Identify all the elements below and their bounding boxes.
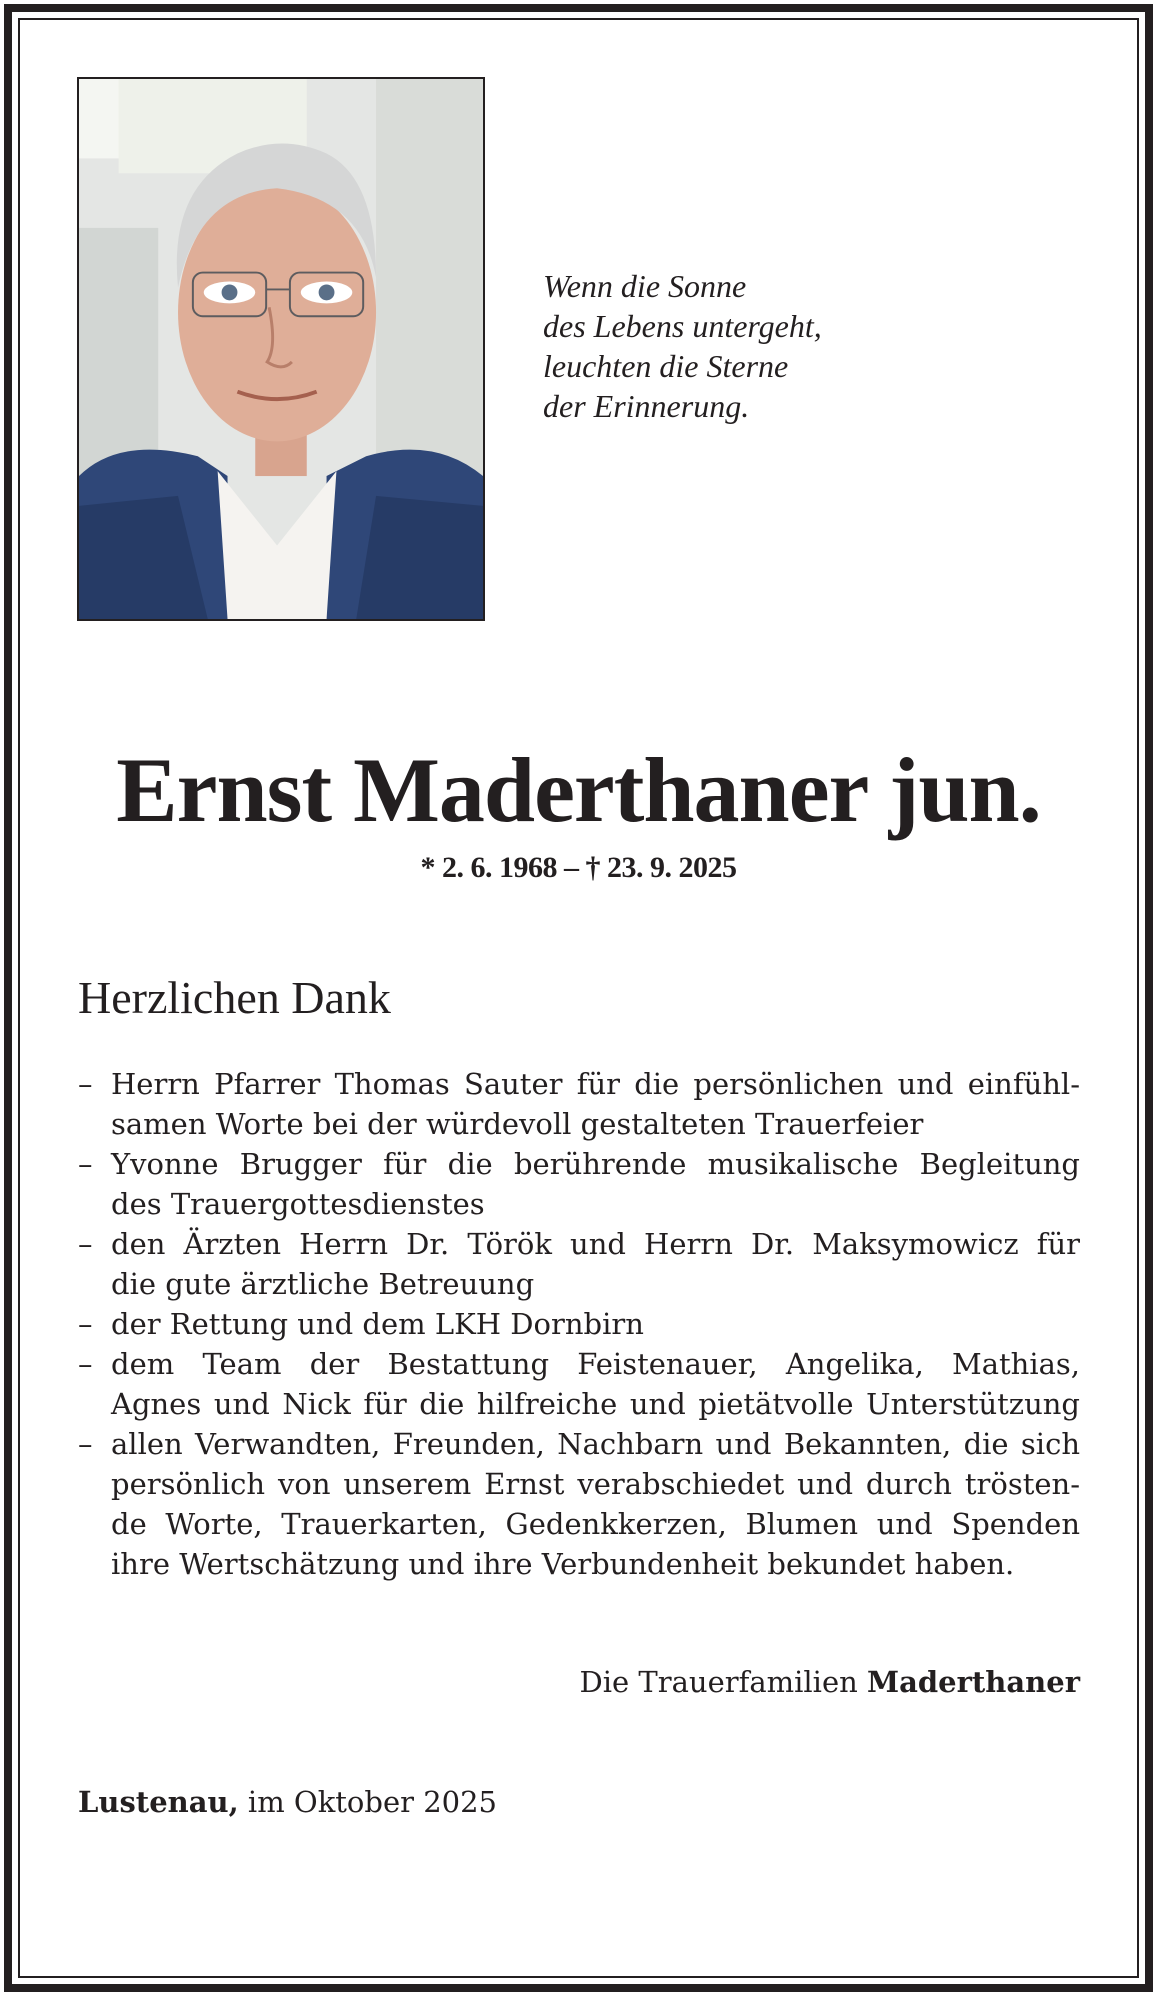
quote-line: der Erinnerung. [543, 388, 750, 424]
place-date [78, 1782, 497, 1822]
thanks-heading: Herzlichen Dank [78, 972, 391, 1023]
thanks-item [78, 1424, 1080, 1584]
thanks-line: de Worte, Trauerkarten, Gedenkkerzen, Blumen und Spenden [111, 1507, 1080, 1541]
thanks-line: des Trauergottesdienstes [111, 1187, 485, 1221]
thanks-line: die gute ärztliche Betreuung [111, 1267, 535, 1301]
list-dash: – [78, 1427, 93, 1461]
thanks-line: den Ärzten Herrn Dr. Török und Herrn Dr. Maksymowicz für [111, 1227, 1080, 1261]
memorial-quote [543, 266, 963, 426]
quote-line: Wenn die Sonne [543, 268, 747, 304]
signature-family-name: Maderthaner [867, 1665, 1080, 1699]
deceased-name: Ernst Maderthaner jun. [116, 739, 1041, 841]
thanks-line: Agnes und Nick für die hilfreiche und pietätvolle Unterstützung [111, 1387, 1080, 1421]
thanks-item [78, 1144, 1080, 1224]
thanks-line: allen Verwandten, Freunden, Nachbarn und Bekannten, die sich [111, 1427, 1080, 1461]
quote-line: des Lebens untergeht, [543, 308, 822, 344]
life-dates: * 2. 6. 1968 – † 23. 9. 2025 [420, 851, 737, 884]
thanks-line: dem Team der Bestattung Feistenauer, Angelika, Mathias, [111, 1347, 1080, 1381]
thanks-line: persönlich von unserem Ernst verabschiedet und durch trösten- [111, 1467, 1080, 1501]
thanks-item [78, 1224, 1080, 1304]
list-dash: – [78, 1147, 93, 1181]
thanks-item [78, 1344, 1080, 1424]
quote-line: leuchten die Sterne [543, 348, 789, 384]
place: Lustenau, [78, 1785, 239, 1819]
list-dash: – [78, 1347, 93, 1381]
thanks-line: Herrn Pfarrer Thomas Sauter für die persönlichen und einfühl- [111, 1067, 1080, 1101]
thanks-item [78, 1304, 1080, 1344]
signature [580, 1662, 1081, 1702]
list-dash: – [78, 1067, 93, 1101]
signature-prefix: Die Trauerfamilien [579, 1665, 868, 1699]
list-dash: – [78, 1227, 93, 1261]
list-dash: – [78, 1307, 93, 1341]
thanks-line: ihre Wertschätzung und ihre Verbundenheit bekundet haben. [111, 1547, 1015, 1581]
date: im Oktober 2025 [238, 1785, 497, 1819]
thanks-line: Yvonne Brugger für die berührende musikalische Begleitung [111, 1147, 1080, 1181]
thanks-line: der Rettung und dem LKH Dornbirn [111, 1307, 644, 1341]
portrait-photo [77, 77, 485, 621]
thanks-item [78, 1064, 1080, 1144]
thanks-line: samen Worte bei der würdevoll gestalteten Trauerfeier [111, 1107, 924, 1141]
thanks-list [78, 1064, 1080, 1584]
